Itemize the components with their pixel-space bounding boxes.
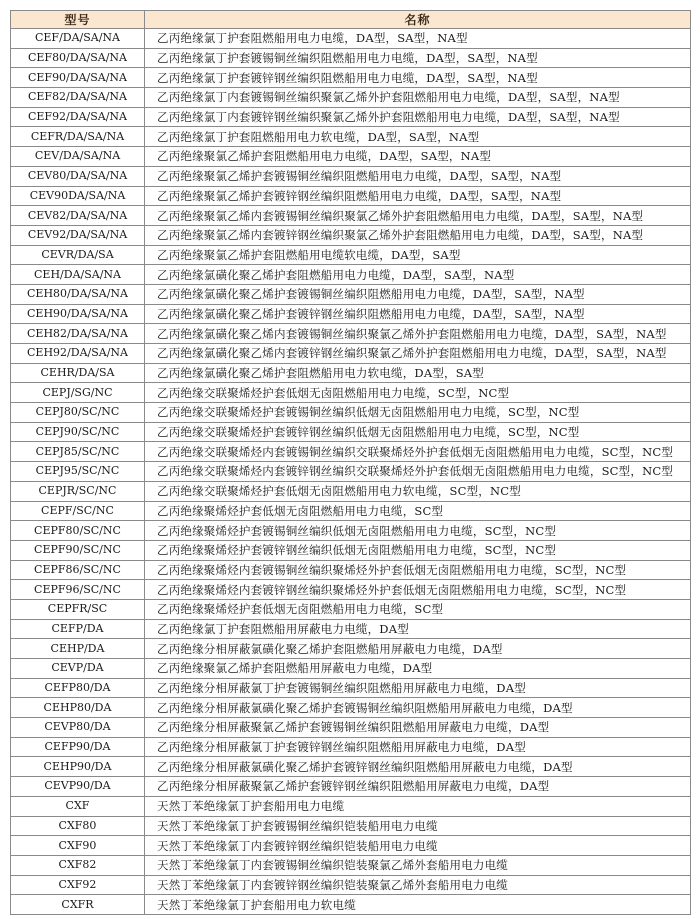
name-cell: 天然丁苯绝缘氯丁护套船用电力软电缆 [145,895,691,915]
model-cell: CXF82 [11,855,145,875]
model-cell: CEV92/DA/SA/NA [11,225,145,245]
table-row [11,678,691,698]
model-cell: CEV90DA/SA/NA [11,186,145,206]
table-row [11,422,691,442]
name-cell: 乙丙绝缘分相屏蔽氯磺化聚乙烯护套镀锡铜丝编织阻燃船用屏蔽电力电缆，DA型 [145,698,691,718]
model-cell: CEHP/DA [11,639,145,659]
table-row [11,599,691,619]
model-cell: CEF92/DA/SA/NA [11,107,145,127]
model-cell: CEPJ85/SC/NC [11,442,145,462]
model-cell: CXF [11,796,145,816]
name-cell: 乙丙绝缘聚氯乙烯护套阻燃船用电缆软电缆，DA型，SA型 [145,245,691,265]
model-cell: CEFR/DA/SA/NA [11,127,145,147]
model-cell: CEPF90/SC/NC [11,540,145,560]
name-cell: 乙丙绝缘交联聚烯烃护套镀锡铜丝编织低烟无卤阻燃船用电力电缆，SC型，NC型 [145,403,691,423]
name-cell: 乙丙绝缘聚氯乙烯内套镀锡铜丝编织聚氯乙烯外护套阻燃船用电力电缆，DA型，SA型，NA型 [145,206,691,226]
model-cell: CEPJ/SG/NC [11,383,145,403]
table-row [11,698,691,718]
model-cell: CEF/DA/SA/NA [11,29,145,49]
name-cell: 乙丙绝缘分相屏蔽氯丁护套镀锌钢丝编织阻燃船用屏蔽电力电缆，DA型 [145,737,691,757]
table-row [11,304,691,324]
name-cell: 乙丙绝缘交联聚烯烃内套镀锌钢丝编织交联聚烯烃外护套低烟无卤阻燃船用电力电缆，SC型，NC型 [145,462,691,482]
table-row [11,107,691,127]
name-cell: 乙丙绝缘氯磺化聚乙烯护套阻燃船用电力软电缆，DA型，SA型 [145,363,691,383]
model-cell: CEV/DA/SA/NA [11,147,145,167]
model-cell: CEH82/DA/SA/NA [11,324,145,344]
table-row [11,383,691,403]
model-cell: CEVR/DA/SA [11,245,145,265]
table-row [11,166,691,186]
name-cell: 乙丙绝缘聚氯乙烯内套镀锌钢丝编织聚氯乙烯外护套阻燃船用电力电缆，DA型，SA型，NA型 [145,225,691,245]
name-cell: 乙丙绝缘分相屏蔽氯磺化聚乙烯护套镀锌钢丝编织阻燃船用屏蔽电力电缆，DA型 [145,757,691,777]
name-cell: 乙丙绝缘交联聚烯烃护套低烟无卤阻燃船用电力电缆，SC型，NC型 [145,383,691,403]
model-cell: CEPJ80/SC/NC [11,403,145,423]
name-cell: 天然丁苯绝缘氯丁内套镀锡铜丝编织铠装聚氯乙烯外套船用电力电缆 [145,855,691,875]
header-name: 名称 [145,11,691,29]
table-row [11,284,691,304]
model-cell: CEVP80/DA [11,718,145,738]
table-row [11,462,691,482]
table-row [11,836,691,856]
model-cell: CXF90 [11,836,145,856]
model-cell: CEVP/DA [11,659,145,679]
table-row [11,265,691,285]
model-cell: CEPF86/SC/NC [11,560,145,580]
model-cell: CEF82/DA/SA/NA [11,88,145,108]
name-cell: 乙丙绝缘氯磺化聚乙烯护套镀锌钢丝编织阻燃船用电力电缆，DA型，SA型，NA型 [145,304,691,324]
table-row [11,718,691,738]
model-cell: CEPF/SC/NC [11,501,145,521]
name-cell: 乙丙绝缘聚烯烃内套镀锡铜丝编织聚烯烃外护套低烟无卤阻燃船用电力电缆，SC型，NC型 [145,560,691,580]
model-cell: CEPFR/SC [11,599,145,619]
model-cell: CEHP90/DA [11,757,145,777]
model-cell: CEPJR/SC/NC [11,481,145,501]
name-cell: 乙丙绝缘聚烯烃护套低烟无卤阻燃船用电力电缆，SC型 [145,599,691,619]
name-cell: 乙丙绝缘氯丁护套阻燃船用电力电缆，DA型，SA型，NA型 [145,29,691,49]
table-row [11,619,691,639]
model-cell: CEV80/DA/SA/NA [11,166,145,186]
name-cell: 乙丙绝缘氯丁护套阻燃船用屏蔽电力电缆，DA型 [145,619,691,639]
header-row [11,11,691,29]
table-row [11,875,691,895]
table-row [11,68,691,88]
name-cell: 乙丙绝缘交联聚烯烃内套镀锡铜丝编织交联聚烯烃外护套低烟无卤阻燃船用电力电缆，SC型，NC型 [145,442,691,462]
name-cell: 乙丙绝缘聚氯乙烯护套镀锡铜丝编织阻燃船用电力电缆，DA型，SA型，NA型 [145,166,691,186]
name-cell: 乙丙绝缘氯丁护套镀锡铜丝编织阻燃船用电力电缆，DA型，SA型，NA型 [145,48,691,68]
name-cell: 乙丙绝缘聚氯乙烯护套镀锌钢丝编织阻燃船用电力电缆，DA型，SA型，NA型 [145,186,691,206]
name-cell: 乙丙绝缘氯磺化聚乙烯护套阻燃船用电力电缆，DA型，SA型，NA型 [145,265,691,285]
table-row [11,403,691,423]
table-row [11,796,691,816]
table-row [11,442,691,462]
name-cell: 乙丙绝缘聚烯烃护套镀锌钢丝编织低烟无卤阻燃船用电力电缆，SC型，NC型 [145,540,691,560]
name-cell: 乙丙绝缘分相屏蔽聚氯乙烯护套镀锌钢丝编织阻燃船用屏蔽电力电缆，DA型 [145,777,691,797]
model-cell: CEF80/DA/SA/NA [11,48,145,68]
model-cell: CEVP90/DA [11,777,145,797]
spec-sheet [10,10,690,915]
model-cell: CEFP90/DA [11,737,145,757]
table-header [11,11,691,29]
table-row [11,895,691,915]
table-row [11,639,691,659]
table-row [11,48,691,68]
table-row [11,147,691,167]
table-row [11,186,691,206]
name-cell: 乙丙绝缘分相屏蔽氯磺化聚乙烯护套阻燃船用屏蔽电力电缆，DA型 [145,639,691,659]
table-row [11,225,691,245]
name-cell: 乙丙绝缘聚烯烃护套镀锡铜丝编织低烟无卤阻燃船用电力电缆，SC型，NC型 [145,521,691,541]
model-cell: CEHP80/DA [11,698,145,718]
name-cell: 乙丙绝缘氯丁内套镀锌钢丝编织聚氯乙烯外护套阻燃船用电力电缆，DA型，SA型，NA型 [145,107,691,127]
model-cell: CXFR [11,895,145,915]
table-row [11,659,691,679]
name-cell: 乙丙绝缘交联聚烯烃护套镀锌钢丝编织低烟无卤阻燃船用电力电缆，SC型，NC型 [145,422,691,442]
table-row [11,580,691,600]
name-cell: 乙丙绝缘聚氯乙烯护套阻燃船用电力电缆，DA型，SA型，NA型 [145,147,691,167]
table-row [11,245,691,265]
model-cell: CEPF80/SC/NC [11,521,145,541]
table-row [11,757,691,777]
model-cell: CEPJ90/SC/NC [11,422,145,442]
table-row [11,560,691,580]
name-cell: 天然丁苯绝缘氯丁内套镀锌钢丝编织铠装船用电力电缆 [145,836,691,856]
model-cell: CXF80 [11,816,145,836]
name-cell: 乙丙绝缘聚氯乙烯护套阻燃船用屏蔽电力电缆，DA型 [145,659,691,679]
name-cell: 乙丙绝缘氯磺化聚乙烯护套镀锡铜丝编织阻燃船用电力电缆，DA型，SA型，NA型 [145,284,691,304]
table-row [11,88,691,108]
table-row [11,206,691,226]
model-cell: CEH80/DA/SA/NA [11,284,145,304]
table-row [11,363,691,383]
model-cell: CEHR/DA/SA [11,363,145,383]
table-row [11,777,691,797]
model-cell: CEH92/DA/SA/NA [11,344,145,364]
name-cell: 乙丙绝缘氯磺化聚乙烯内套镀锌钢丝编织聚氯乙烯外护套阻燃船用电力电缆，DA型，SA型，NA型 [145,344,691,364]
model-cell: CEFP/DA [11,619,145,639]
table-row [11,344,691,364]
table-row [11,127,691,147]
name-cell: 天然丁苯绝缘氯丁内套镀锌钢丝编织铠装聚氯乙烯外套船用电力电缆 [145,875,691,895]
model-cell: CEPJ95/SC/NC [11,462,145,482]
table-row [11,737,691,757]
name-cell: 天然丁苯绝缘氯丁护套船用电力电缆 [145,796,691,816]
table-row [11,29,691,49]
model-cell: CEH90/DA/SA/NA [11,304,145,324]
name-cell: 乙丙绝缘氯磺化聚乙烯内套镀锡铜丝编织聚氯乙烯外护套阻燃船用电力电缆，DA型，SA型，NA型 [145,324,691,344]
name-cell: 乙丙绝缘分相屏蔽氯丁护套镀锡铜丝编织阻燃船用屏蔽电力电缆，DA型 [145,678,691,698]
table-row [11,540,691,560]
name-cell: 乙丙绝缘聚烯烃内套镀锌钢丝编织聚烯烃外护套低烟无卤阻燃船用电力电缆，SC型，NC型 [145,580,691,600]
name-cell: 乙丙绝缘氯丁护套镀锌钢丝编织阻燃船用电力电缆，DA型，SA型，NA型 [145,68,691,88]
table-row [11,816,691,836]
table-row [11,481,691,501]
table-row [11,521,691,541]
table-row [11,501,691,521]
table-body [11,29,691,915]
model-cell: CEV82/DA/SA/NA [11,206,145,226]
model-cell: CEPF96/SC/NC [11,580,145,600]
model-cell: CEH/DA/SA/NA [11,265,145,285]
model-cell: CEFP80/DA [11,678,145,698]
cable-model-table [10,10,691,915]
model-cell: CXF92 [11,875,145,895]
table-row [11,324,691,344]
name-cell: 天然丁苯绝缘氯丁护套镀锡铜丝编织铠装船用电力电缆 [145,816,691,836]
header-model: 型号 [11,11,145,29]
model-cell: CEF90/DA/SA/NA [11,68,145,88]
name-cell: 乙丙绝缘分相屏蔽聚氯乙烯护套镀锡铜丝编织阻燃船用屏蔽电力电缆，DA型 [145,718,691,738]
table-row [11,855,691,875]
name-cell: 乙丙绝缘聚烯烃护套低烟无卤阻燃船用电力电缆，SC型 [145,501,691,521]
name-cell: 乙丙绝缘氯丁内套镀锡铜丝编织聚氯乙烯外护套阻燃船用电力电缆，DA型，SA型，NA型 [145,88,691,108]
name-cell: 乙丙绝缘交联聚烯烃护套低烟无卤阻燃船用电力软电缆，SC型，NC型 [145,481,691,501]
name-cell: 乙丙绝缘氯丁护套阻燃船用电力软电缆，DA型，SA型，NA型 [145,127,691,147]
